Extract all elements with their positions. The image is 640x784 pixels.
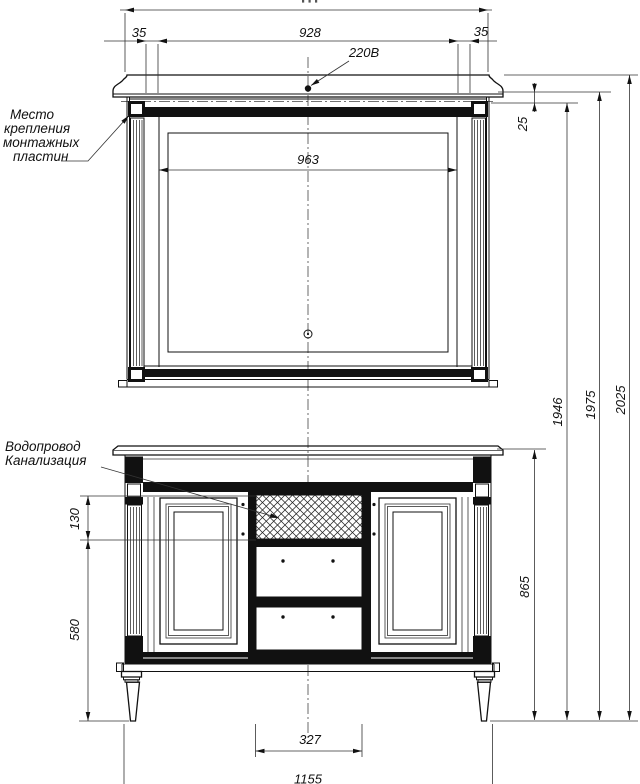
corner-post-left bbox=[125, 457, 143, 484]
clipped-dimension-text bbox=[302, 0, 317, 3]
drawer-1 bbox=[256, 547, 362, 598]
dim-327: 327 bbox=[299, 732, 321, 747]
door-left bbox=[160, 498, 237, 644]
plumbing-label-line1: Водопровод bbox=[5, 439, 81, 454]
mirror-top-rail bbox=[145, 107, 471, 117]
drawer-2-knob-right bbox=[331, 615, 334, 618]
mounting-label-line3: монтажных bbox=[3, 135, 80, 150]
dim-865: 865 bbox=[517, 576, 532, 598]
dim-1975: 1975 bbox=[583, 390, 598, 420]
mounting-plate-left bbox=[130, 103, 144, 116]
cabinet-pilaster-left bbox=[125, 505, 143, 663]
cabinet-pilaster-right bbox=[473, 505, 491, 663]
drawer-1-knob-left bbox=[281, 559, 284, 562]
power-point-dot bbox=[305, 85, 311, 91]
drawer-2-knob-left bbox=[281, 615, 284, 618]
mounting-label-line2: крепления bbox=[4, 121, 71, 136]
dim-25: 25 bbox=[515, 116, 530, 132]
corner-block-right bbox=[473, 369, 487, 381]
mounting-plates-label bbox=[3, 107, 129, 164]
corner-block-left bbox=[130, 369, 144, 381]
stile-dot bbox=[241, 503, 244, 506]
mirror-base-tab-left bbox=[119, 381, 128, 388]
door-right bbox=[379, 498, 456, 644]
mirror-bottom-rail bbox=[145, 369, 471, 377]
dim-2025: 2025 bbox=[613, 385, 628, 415]
mounting-label-line1: Место bbox=[10, 107, 54, 122]
bottom-rail-2 bbox=[125, 659, 491, 664]
annotations bbox=[3, 107, 279, 518]
stile-dot bbox=[372, 503, 375, 506]
leg-left bbox=[122, 672, 142, 722]
mounting-plate-right bbox=[473, 103, 487, 116]
dim-928: 928 bbox=[299, 25, 321, 40]
mirror-base-tab-right bbox=[489, 381, 498, 388]
dim-220v: 220В bbox=[348, 45, 380, 60]
leg-right bbox=[475, 672, 495, 722]
dim-35-right: 35 bbox=[473, 24, 489, 39]
dim-1155: 1155 bbox=[294, 771, 322, 784]
dim-580: 580 bbox=[67, 619, 82, 641]
dim-963: 963 bbox=[297, 152, 319, 167]
mirror-pilaster-right bbox=[472, 118, 486, 368]
drawer-1-knob-right bbox=[331, 559, 334, 562]
mounting-label-line4: пластин bbox=[13, 149, 69, 164]
drawer-2 bbox=[256, 607, 362, 650]
dim-130: 130 bbox=[67, 508, 82, 530]
dim-35-left: 35 bbox=[131, 25, 147, 40]
dimensions bbox=[67, 0, 638, 784]
corner-post-right bbox=[473, 457, 491, 484]
stile-dot bbox=[372, 532, 375, 535]
bottom-rail bbox=[125, 652, 491, 658]
mirror-pilaster-left bbox=[131, 118, 145, 368]
plumbing-label-line2: Канализация bbox=[5, 453, 87, 468]
stile-dot bbox=[241, 532, 244, 535]
dim-1946: 1946 bbox=[550, 397, 565, 427]
